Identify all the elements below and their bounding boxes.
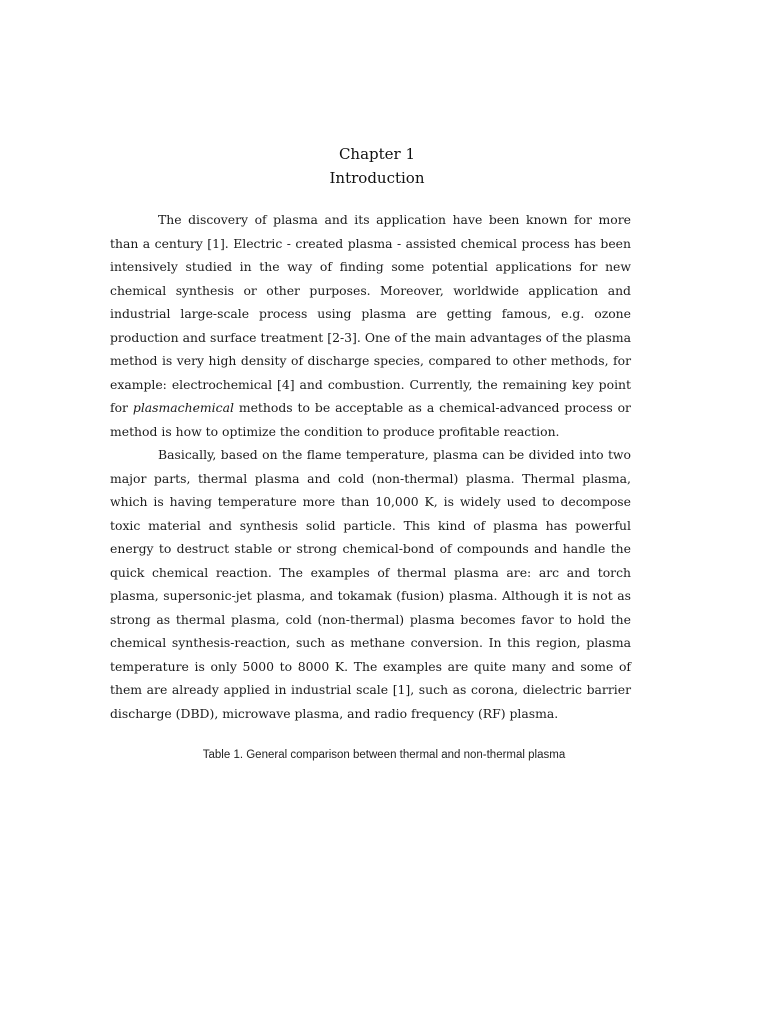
chapter-title: Introduction: [329, 169, 425, 187]
paragraph-1-text-a: The discovery of plasma and its application have been known for more than a century [1]. Electric - created plasma - assisted chemical process has been intensively studied in the way of finding some potential applications for new chemical synthesis or other purposes. Moreover, worldwide application and industrial large-scale process using plasma are getting famous, e.g. ozone production and surface treatment [2-3]. One of the main advantages of the plasma method is very high density of discharge species, compared to other methods, for example: electrochemical [4] and combustion. Currently, the remaining key point for: [110, 212, 631, 415]
paragraph-1: [110, 208, 631, 443]
table-caption: Table 1. General comparison between thermal and non-thermal plasma: [202, 749, 566, 761]
chapter-number: Chapter 1: [338, 145, 416, 163]
body-text: [110, 208, 631, 725]
paragraph-2: Basically, based on the flame temperature, plasma can be divided into two major parts, thermal plasma and cold (non-thermal) plasma. Thermal plasma, which is having temperature more than 10,000 K, is widely used to decompose toxic material and synthesis solid particle. This kind of plasma has powerful energy to destruct stable or strong chemical-bond of compounds and handle the quick chemical reaction. The examples of thermal plasma are: arc and torch plasma, supersonic-jet plasma, and tokamak (fusion) plasma. Although it is not as strong as thermal plasma, cold (non-thermal) plasma becomes favor to hold the chemical synthesis-reaction, such as methane conversion. In this region, plasma temperature is only 5000 to 8000 K. The examples are quite many and some of them are already applied in industrial scale [1], such as corona, dielectric barrier discharge (DBD), microwave plasma, and radio frequency (RF) plasma.: [110, 447, 631, 721]
paragraph-1-text-b: methods to be acceptable as a chemical-advanced process or method is how to optimize the condition to produce profitable reaction.: [110, 400, 631, 439]
paragraph-1-italic-term: plasmachemical: [132, 400, 234, 415]
